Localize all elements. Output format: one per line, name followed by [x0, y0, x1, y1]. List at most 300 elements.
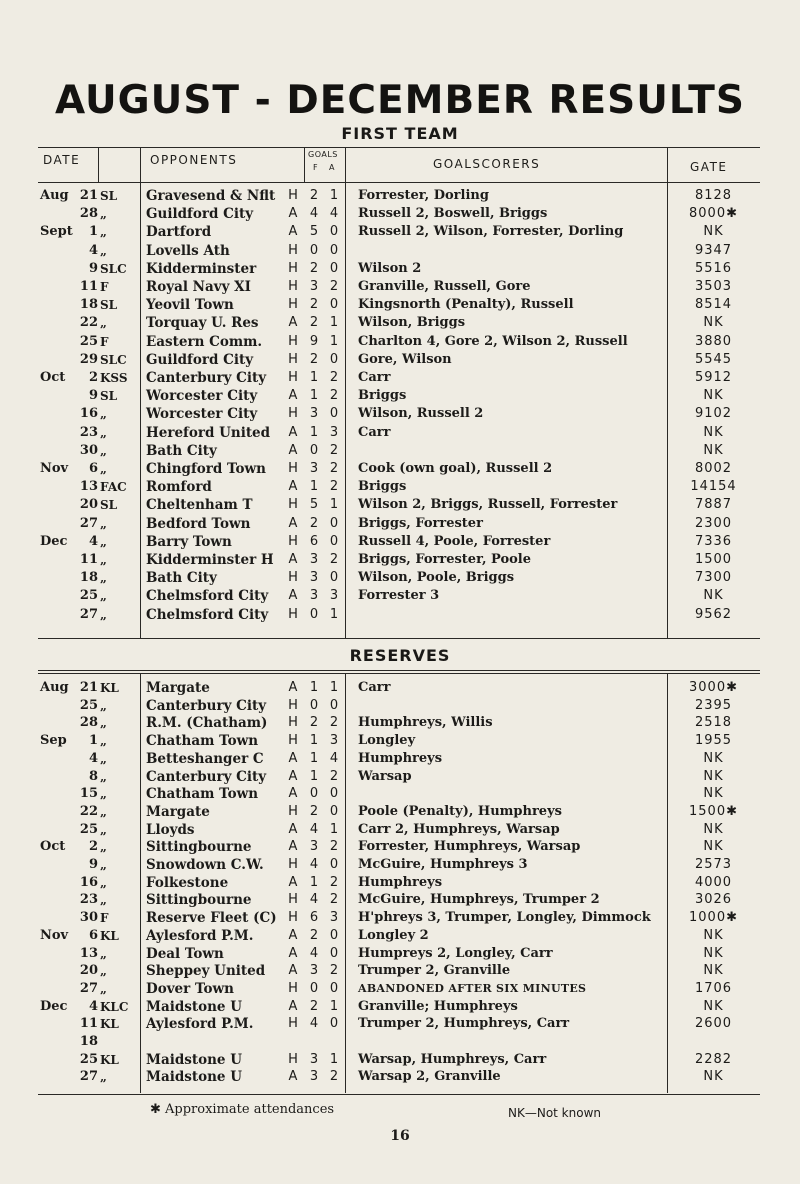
competition: „ — [100, 607, 107, 622]
gate: 8000✱ — [689, 206, 738, 222]
competition: „ — [100, 981, 107, 996]
gate: 14154 — [690, 479, 737, 495]
goals-for: 3 — [309, 839, 319, 855]
opponent: Lloyds — [146, 821, 195, 838]
opponent: Margate — [146, 803, 210, 820]
date-day: 13 — [79, 945, 98, 961]
goalscorers: Carr — [358, 370, 391, 385]
gate: NK — [703, 768, 724, 784]
date-month: Sept — [40, 224, 73, 240]
goals-for: 3 — [309, 279, 319, 294]
goals-against: 0 — [329, 260, 339, 276]
table-row — [0, 205, 800, 223]
home-away: A — [288, 588, 298, 604]
gate: 5545 — [694, 351, 733, 367]
col-header-goals-a: A — [329, 163, 335, 172]
competition: „ — [100, 946, 107, 961]
date-day: 4 — [88, 533, 98, 549]
goals-against: 2 — [329, 715, 339, 731]
date-month: Oct — [40, 839, 66, 855]
competition: KL — [100, 928, 119, 943]
competition: F — [100, 911, 109, 926]
goals-against: 2 — [329, 479, 339, 495]
opponent: Chingford Town — [146, 461, 266, 477]
opponent: Bath City — [146, 442, 217, 459]
goals-for: 2 — [309, 998, 319, 1014]
opponent: Worcester City — [146, 388, 258, 405]
competition: F — [100, 280, 109, 294]
competition: „ — [100, 875, 107, 890]
gate: 2573 — [694, 857, 733, 872]
goals-for: 3 — [309, 1069, 319, 1085]
home-away: A — [288, 515, 298, 531]
goals-for: 1 — [309, 750, 319, 766]
gate: 9102 — [694, 406, 733, 422]
opponent: Yeovil Town — [146, 297, 234, 314]
goals-for: 6 — [309, 533, 319, 549]
goalscorers: Briggs — [358, 479, 407, 495]
gate: 9562 — [694, 606, 733, 622]
competition: „ — [100, 225, 107, 240]
gate: 1500 — [694, 552, 733, 567]
opponent: Snowdown C.W. — [146, 857, 264, 873]
header-divider — [98, 147, 99, 182]
home-away: A — [288, 768, 298, 784]
goals-against: 1 — [329, 606, 339, 622]
table-row — [0, 785, 800, 803]
competition: „ — [100, 316, 107, 331]
opponent: Guildford City — [146, 351, 254, 368]
goalscorers: Russell 2, Boswell, Briggs — [358, 206, 548, 222]
date-day: 25 — [79, 588, 98, 604]
goals-against: 1 — [329, 188, 339, 203]
opponent: Bedford Town — [146, 515, 251, 532]
gate: NK — [703, 588, 724, 604]
home-away: A — [288, 315, 298, 331]
competition: SLC — [100, 261, 127, 276]
table-row — [0, 442, 800, 460]
competition: „ — [100, 822, 107, 837]
goalscorers: H'phreys 3, Trumper, Longley, Dimmock — [358, 910, 651, 926]
home-away: H — [288, 892, 298, 908]
goals-against: 3 — [329, 424, 339, 440]
goalscorers: Humphreys, Willis — [358, 715, 493, 731]
date-day: 18 — [79, 297, 98, 313]
gate: 8128 — [694, 188, 733, 203]
first-team-bottom-rule — [38, 638, 760, 639]
home-away: A — [288, 963, 298, 979]
opponent: R.M. (Chatham) — [146, 715, 268, 732]
opponent: Aylesford P.M. — [146, 1016, 254, 1033]
gate: NK — [703, 963, 724, 979]
table-row — [0, 260, 800, 278]
page-number: 16 — [390, 1128, 410, 1144]
date-month: Nov — [40, 927, 69, 943]
goalscorers: Wilson 2 — [358, 260, 422, 276]
goals-for: 3 — [309, 570, 319, 586]
home-away: A — [288, 1069, 298, 1085]
gate: NK — [703, 821, 724, 837]
competition: „ — [100, 407, 107, 422]
home-away: H — [288, 279, 298, 294]
gate: 2300 — [694, 515, 733, 531]
goals-for: 0 — [309, 980, 319, 996]
competition: KL — [100, 1017, 119, 1032]
home-away: H — [288, 497, 298, 513]
approx-note: ✱ Approximate attendances — [150, 1102, 335, 1117]
goalscorers: Cook (own goal), Russell 2 — [358, 461, 553, 476]
table-row — [0, 1051, 800, 1069]
date-day: 13 — [79, 479, 98, 495]
goalscorers: Humpreys 2, Longley, Carr — [358, 945, 553, 961]
date-day: 11 — [79, 552, 98, 567]
opponent: Torquay U. Res — [146, 315, 259, 332]
competition: „ — [100, 840, 107, 855]
competition: „ — [100, 1070, 107, 1085]
date-day: 8 — [88, 768, 98, 784]
goalscorers: Forrester, Dorling — [358, 188, 489, 203]
home-away: A — [288, 552, 298, 567]
opponent: Chelmsford City — [146, 588, 269, 605]
goals-against: 2 — [329, 370, 339, 385]
competition: „ — [100, 858, 107, 872]
table-row — [0, 405, 800, 423]
home-away: H — [288, 980, 298, 996]
date-day: 15 — [79, 786, 98, 802]
competition: „ — [100, 804, 107, 819]
goals-for: 0 — [309, 786, 319, 802]
gate: 2395 — [694, 697, 733, 713]
goals-against: 1 — [329, 333, 339, 349]
competition: „ — [100, 964, 107, 979]
gate: 3000✱ — [689, 680, 738, 695]
opponent: Maidstone U — [146, 1051, 242, 1068]
date-day: 18 — [79, 570, 98, 586]
goals-against: 0 — [329, 945, 339, 961]
goalscorers: Granville, Russell, Gore — [358, 279, 531, 294]
goalscorers: Russell 4, Poole, Forrester — [358, 533, 551, 549]
goals-against: 2 — [329, 279, 339, 294]
competition: KSS — [100, 371, 128, 385]
date-day: 21 — [79, 188, 98, 203]
reserves-heading: RESERVES — [349, 646, 451, 665]
goals-against: 1 — [329, 1051, 339, 1067]
date-day: 27 — [79, 515, 98, 531]
gate: 9347 — [694, 242, 733, 258]
date-day: 28 — [79, 206, 98, 222]
competition: „ — [100, 553, 107, 567]
header-divider — [304, 147, 305, 182]
goals-for: 3 — [309, 552, 319, 567]
col-header-goals: GOALS — [308, 150, 338, 159]
date-day: 1 — [88, 224, 98, 240]
goals-for: 1 — [309, 424, 319, 440]
table-row — [0, 424, 800, 442]
goalscorers: Kingsnorth (Penalty), Russell — [358, 297, 574, 313]
table-row — [0, 187, 800, 205]
table-row — [0, 697, 800, 715]
date-day: 6 — [88, 927, 98, 943]
gate: 2518 — [694, 715, 733, 731]
date-day: 22 — [79, 803, 98, 819]
gate: NK — [703, 839, 724, 855]
home-away: H — [288, 260, 298, 276]
goals-for: 4 — [309, 206, 319, 222]
table-row — [0, 478, 800, 496]
gate: 5912 — [694, 370, 733, 385]
goalscorers: Carr — [358, 680, 391, 695]
goals-for: 0 — [309, 242, 319, 258]
table-bottom-rule — [38, 1094, 760, 1095]
gate: NK — [703, 224, 724, 240]
competition: „ — [100, 516, 107, 531]
date-day: 9 — [88, 388, 98, 404]
goals-for: 3 — [309, 963, 319, 979]
gate: 8002 — [694, 461, 733, 476]
goalscorers: Wilson, Briggs — [358, 315, 466, 331]
col-header-goals-f: F — [313, 163, 319, 172]
home-away: H — [288, 606, 298, 622]
competition: SL — [100, 498, 118, 513]
date-day: 9 — [88, 260, 98, 276]
date-day: 30 — [79, 910, 98, 926]
opponent: Barry Town — [146, 533, 232, 550]
table-row — [0, 606, 800, 624]
goals-against: 3 — [329, 910, 339, 926]
gate: 8514 — [694, 297, 733, 313]
opponent: Sheppey United — [146, 963, 266, 980]
date-day: 22 — [79, 315, 98, 331]
goals-for: 4 — [309, 945, 319, 961]
goals-against: 0 — [329, 1016, 339, 1032]
goals-for: 2 — [309, 927, 319, 943]
goals-against: 2 — [329, 874, 339, 890]
competition: „ — [100, 751, 107, 766]
home-away: H — [288, 803, 298, 819]
competition: KL — [100, 681, 119, 695]
home-away: H — [288, 406, 298, 422]
competition: „ — [100, 716, 107, 731]
gate: 2600 — [694, 1016, 733, 1032]
goals-for: 1 — [309, 874, 319, 890]
home-away: A — [288, 680, 298, 695]
table-row — [0, 821, 800, 839]
table-row — [0, 998, 800, 1016]
home-away: A — [288, 927, 298, 943]
table-row — [0, 962, 800, 980]
goals-against: 0 — [329, 927, 339, 943]
opponent: Lovells Ath — [146, 242, 230, 259]
home-away: A — [288, 874, 298, 890]
home-away: H — [288, 297, 298, 313]
goals-against: 0 — [329, 533, 339, 549]
page-title: AUGUST - DECEMBER RESULTS — [55, 78, 745, 123]
goals-against: 2 — [329, 552, 339, 567]
goals-against: 4 — [329, 206, 339, 222]
goalscorers: Briggs — [358, 388, 407, 404]
goals-for: 0 — [309, 606, 319, 622]
goals-for: 2 — [309, 715, 319, 731]
table-row — [0, 278, 800, 296]
goals-for: 5 — [309, 224, 319, 240]
home-away: A — [288, 388, 298, 404]
opponent: Sittingbourne — [146, 892, 252, 909]
goalscorers: Briggs, Forrester, Poole — [358, 552, 532, 567]
gate: 5516 — [694, 260, 733, 276]
date-day: 25 — [79, 1051, 98, 1067]
goals-against: 3 — [329, 588, 339, 604]
goalscorers: Carr 2, Humphreys, Warsap — [358, 821, 560, 837]
goals-against: 0 — [329, 351, 339, 367]
date-month: Dec — [40, 998, 68, 1014]
goals-for: 2 — [309, 297, 319, 313]
home-away: H — [288, 715, 298, 731]
goals-for: 9 — [309, 333, 319, 349]
opponent: Dartford — [146, 224, 212, 241]
home-away: H — [288, 333, 298, 349]
date-day: 1 — [88, 733, 98, 749]
opponent: Chatham Town — [146, 786, 259, 803]
gate: 1000✱ — [689, 910, 738, 926]
home-away: A — [288, 224, 298, 240]
date-day: 30 — [79, 442, 98, 458]
gate: NK — [703, 786, 724, 802]
competition: „ — [100, 534, 107, 549]
goals-for: 1 — [309, 680, 319, 695]
table-row — [0, 874, 800, 892]
gate: 3503 — [694, 279, 733, 294]
competition: „ — [100, 893, 107, 908]
home-away: A — [288, 206, 298, 222]
goalscorers: Humphreys — [358, 750, 443, 766]
opponent: Maidstone U — [146, 1069, 242, 1086]
date-day: 2 — [88, 370, 98, 385]
home-away: A — [288, 479, 298, 495]
goalscorers: Russell 2, Wilson, Forrester, Dorling — [358, 224, 624, 240]
opponent: Margate — [146, 680, 210, 696]
table-row — [0, 587, 800, 605]
home-away: A — [288, 442, 298, 458]
home-away: H — [288, 351, 298, 367]
home-away: H — [288, 188, 298, 203]
gate: 1500✱ — [689, 803, 738, 819]
date-day: 4 — [88, 998, 98, 1014]
competition: „ — [100, 589, 107, 604]
date-day: 11 — [79, 1016, 98, 1032]
goals-against: 0 — [329, 224, 339, 240]
goals-for: 3 — [309, 588, 319, 604]
opponent: Canterbury City — [146, 697, 267, 714]
opponent: Bath City — [146, 570, 217, 587]
table-row — [0, 838, 800, 856]
goals-against: 0 — [329, 406, 339, 422]
goalscorers: Granville; Humphreys — [358, 998, 518, 1014]
date-month: Aug — [40, 680, 69, 695]
goals-against: 1 — [329, 315, 339, 331]
table-row — [0, 768, 800, 786]
opponent: Hereford United — [146, 424, 271, 441]
opponent: Kidderminster H — [146, 552, 274, 568]
goals-for: 0 — [309, 442, 319, 458]
goalscorers: Warsap 2, Granville — [358, 1069, 501, 1085]
goalscorers: Gore, Wilson — [358, 351, 452, 367]
gate: NK — [703, 442, 724, 458]
goals-against: 1 — [329, 821, 339, 837]
opponent: Gravesend & Nflt — [146, 188, 276, 204]
header-bottom-rule — [38, 182, 760, 183]
goals-for: 3 — [309, 461, 319, 476]
competition: „ — [100, 462, 107, 476]
table-row — [0, 909, 800, 927]
goalscorers: Longley — [358, 733, 416, 749]
competition: KL — [100, 1052, 119, 1067]
goals-against: 0 — [329, 980, 339, 996]
table-row — [0, 533, 800, 551]
table-row — [0, 856, 800, 874]
opponent: Reserve Fleet (C) — [146, 910, 277, 927]
gate: NK — [703, 750, 724, 766]
goalscorers: Wilson, Poole, Briggs — [358, 570, 515, 586]
col-header-date: DATE — [43, 153, 81, 167]
competition: „ — [100, 243, 107, 258]
home-away: A — [288, 821, 298, 837]
date-day: 23 — [79, 424, 98, 440]
opponent: Sittingbourne — [146, 839, 252, 856]
goals-against: 2 — [329, 839, 339, 855]
goalscorers: Wilson, Russell 2 — [358, 406, 484, 422]
home-away: H — [288, 242, 298, 258]
goals-against: 2 — [329, 963, 339, 979]
goals-against: 4 — [329, 750, 339, 766]
goalscorers: Trumper 2, Granville — [358, 963, 511, 979]
header-divider — [140, 147, 141, 182]
goals-against: 2 — [329, 388, 339, 404]
date-day: 16 — [79, 874, 98, 890]
goalscorers: Charlton 4, Gore 2, Wilson 2, Russell — [358, 333, 628, 349]
competition: SL — [100, 298, 118, 313]
opponent: Deal Town — [146, 945, 224, 962]
goals-for: 2 — [309, 515, 319, 531]
table-top-rule — [38, 147, 760, 148]
goals-for: 1 — [309, 479, 319, 495]
gate: NK — [703, 927, 724, 943]
goals-for: 1 — [309, 733, 319, 749]
date-month: Nov — [40, 461, 69, 476]
goalscorers: Humphreys — [358, 874, 443, 890]
goals-for: 2 — [309, 351, 319, 367]
date-day: 23 — [79, 892, 98, 908]
date-day: 27 — [79, 606, 98, 622]
gate: 2282 — [694, 1051, 733, 1067]
goals-against: 3 — [329, 733, 339, 749]
goals-for: 5 — [309, 497, 319, 513]
opponent: Canterbury City — [146, 370, 267, 386]
home-away: H — [288, 1051, 298, 1067]
goals-against: 0 — [329, 803, 339, 819]
opponent: Chatham Town — [146, 733, 259, 750]
col-header-goalscorers: GOALSCORERS — [433, 157, 541, 171]
opponent: Romford — [146, 479, 212, 496]
goalscorers: Longley 2 — [358, 927, 429, 943]
goalscorers: Carr — [358, 424, 391, 440]
date-day: 25 — [79, 821, 98, 837]
goals-for: 1 — [309, 768, 319, 784]
opponent: Worcester City — [146, 406, 258, 423]
gate: 7336 — [694, 533, 733, 549]
goals-for: 4 — [309, 892, 319, 908]
competition: „ — [100, 734, 107, 749]
goals-against: 1 — [329, 680, 339, 695]
